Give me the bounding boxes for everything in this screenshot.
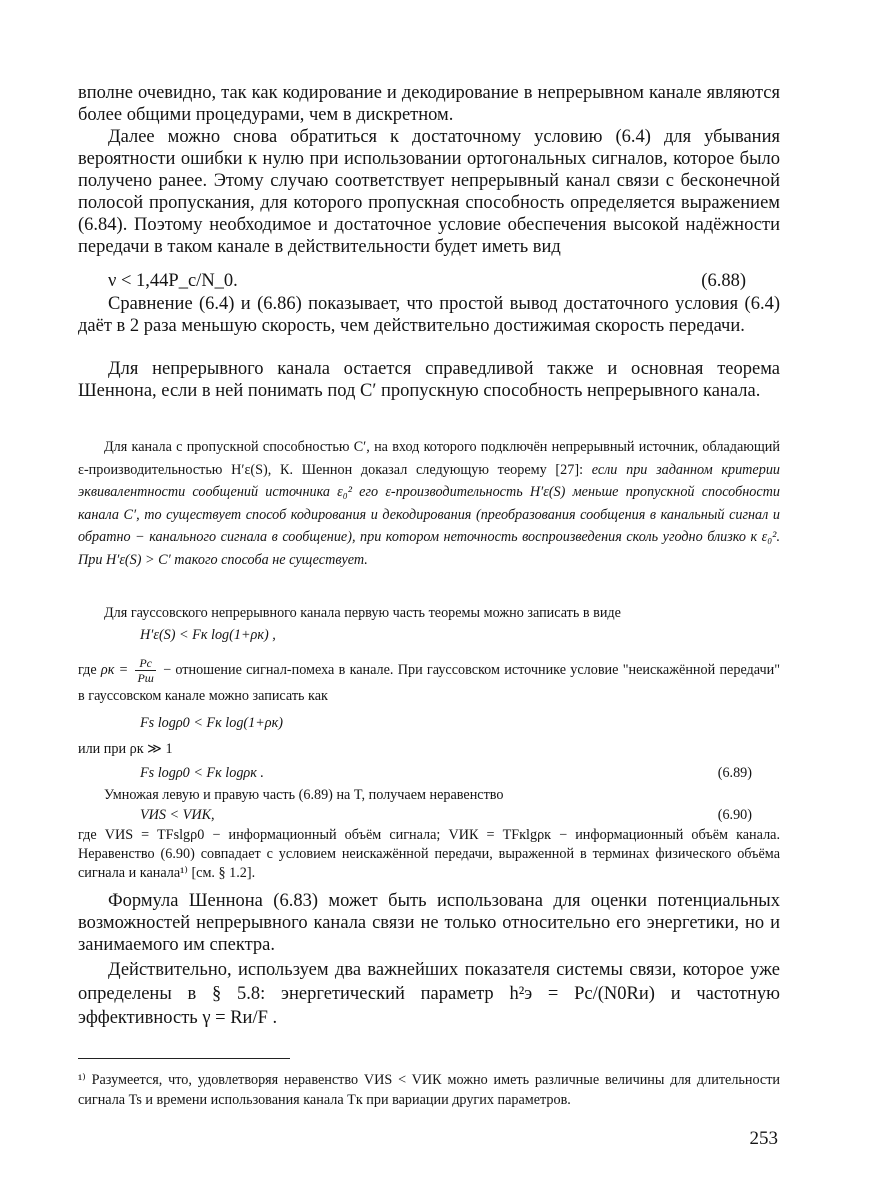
gaussian-channel-text: Для гауссовского непрерывного канала первую часть теоремы можно записать в виде: [104, 605, 621, 621]
formula-theorem-gaussian: H′ε(S) < Fк log(1+ρк) ,: [140, 627, 276, 643]
snr-definition-paragraph: [78, 656, 780, 708]
page-number: 253: [749, 1128, 778, 1149]
paragraph-intro-3: Сравнение (6.4) и (6.86) показывает, что простой вывод достаточного условия (6.4) даёт в 2 раза меньшую скорость, чем действительно достижимая скорость передачи.: [78, 294, 780, 336]
snr-fraction-denominator: Pш: [137, 671, 154, 685]
snr-where: где: [78, 661, 97, 678]
high-snr-text: или при ρк ≫ 1: [78, 741, 173, 757]
paragraph-outro-1: Формула Шеннона (6.83) может быть использована для оценки потенциальных возможностей непрерывного канала связи не только относительно его энергетики, но и занимаемого им спектра.: [78, 891, 780, 955]
paragraph-outro-2: Действительно, используем два важнейших показателя системы связи, которое уже определены в § 5.8: энергетический параметр h²э = Pc/(N0Rи) и частотную эффективность γ = Rи/F .: [78, 960, 780, 1028]
formula-6-89: Fs logρ0 < Fк logρк .: [140, 765, 264, 781]
equation-number-6-89: (6.89): [717, 765, 752, 781]
footnote: ¹⁾ Разумеется, что, удовлетворяя неравенство VИS < VИК можно иметь различные величины для длительности сигнала Ts и времени использования канала Tк при вариации других параметров.: [78, 1072, 780, 1108]
formula-6-90: VИS < VИК,: [140, 807, 215, 823]
equation-6-88: ν < 1,44P_c/N_0.: [108, 271, 238, 291]
paragraph-intro-1: вполне очевидно, так как кодирование и декодирование в непрерывном канале являются более общими процедурами, чем в дискретном.: [78, 83, 780, 125]
equation-number-6-90: (6.90): [717, 807, 752, 823]
snr-fraction-numerator: Pc: [135, 656, 155, 671]
theorem-paragraph: [78, 436, 780, 571]
theorem-intro: Для канала с пропускной способностью C′, на вход которого подключён непрерывный источник, обладающий ε-производительностью H′ε(S), К. Шеннон доказал следующую теорему [27]:: [78, 439, 780, 478]
formula-undistorted-transfer: Fs logρ0 < Fк log(1+ρк): [140, 715, 283, 731]
snr-rho: ρк =: [100, 661, 129, 678]
paragraph-intro-4: Для непрерывного канала остается справедливой также и основная теорема Шеннона, если в ней понимать под C′ пропускную способность непрерывного канала.: [78, 359, 780, 401]
equation-number-6-88: (6.88): [701, 271, 746, 291]
multiply-text: Умножая левую и правую часть (6.89) на T, получаем неравенство: [104, 787, 504, 803]
paragraph-intro-2: Далее можно снова обратиться к достаточному условию (6.4) для убывания вероятности ошибки к нулю при использовании ортогональных сигналов, которое было получено ранее. Этому случаю соответствует непрерывный канал связи с бесконечной полосой пропускания, для которого пропускная способность определяется выражением (6.84). Поэтому необходимое и достаточное условие обеспечения высокой надёжности передачи в таком канале в действительности будет иметь вид: [78, 127, 780, 257]
footnote-rule: [78, 1058, 290, 1059]
theorem-statement: если при заданном критерии эквивалентности сообщений источника ε₀² его ε-производительность H′ε(S) меньше пропускной способности канала C′, то существует способ кодирования и декодирования (преобразования сообщения в канальный сигнал и обратно − канального сигнала в сообщение), при котором неточность воспроизведения сколь угодно близко к ε₀². При H′ε(S) > C′ такого способа не существует.: [78, 461, 781, 568]
snr-fraction: [135, 656, 155, 685]
volume-definition-paragraph: где VИS = TFslgρ0 − информационный объём сигнала; VИК = TFкlgρк − информационный объём канала. Неравенство (6.90) совпадает с условием неискажённой передачи, выраженной в терминах физического объёма сигнала и канала¹⁾ [см. § 1.2].: [78, 827, 780, 881]
snr-definition-text: − отношение сигнал-помеха в канале. При гауссовском источнике условие "неискажённой передачи" в гауссовском канале можно записать как: [78, 661, 781, 704]
